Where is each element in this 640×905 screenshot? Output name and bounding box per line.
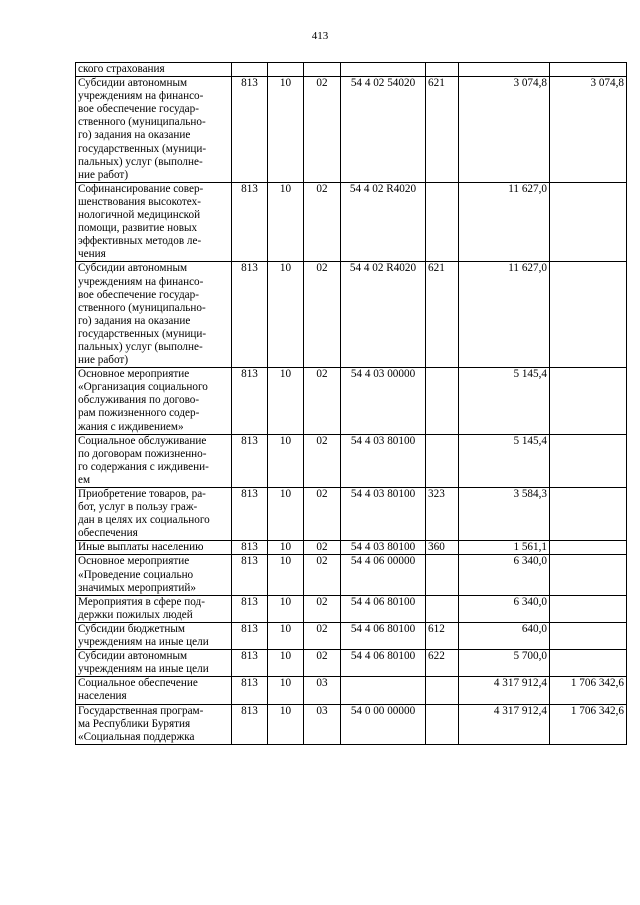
- amount-total-cell: 6 340,0: [459, 555, 550, 595]
- expense-name-line: обслуживания по догово-: [78, 394, 200, 407]
- expense-type-code-cell: [426, 555, 459, 595]
- expense-name-line: эффективных методов ле-: [78, 235, 202, 248]
- ministry-code-cell: 813: [232, 704, 268, 744]
- expense-name-line: населения: [78, 690, 127, 703]
- expense-type-code-cell: [426, 63, 459, 77]
- expense-name-line: ского страхования: [78, 63, 165, 75]
- amount-total-cell: 11 627,0: [459, 262, 550, 368]
- target-item-code-cell: 54 4 06 80100: [341, 622, 426, 649]
- amount-total-cell: 11 627,0: [459, 182, 550, 262]
- amount-federal-cell: [550, 488, 627, 541]
- subsection-code-cell: 02: [304, 555, 341, 595]
- table-row: [76, 434, 627, 487]
- amount-federal-cell: [550, 63, 627, 77]
- amount-federal-cell: [550, 555, 627, 595]
- ministry-code-cell: 813: [232, 368, 268, 434]
- expense-name-line: ние работ): [78, 168, 129, 181]
- expense-name-line: вое обеспечение государ-: [78, 288, 199, 301]
- amount-total-cell: 3 584,3: [459, 488, 550, 541]
- amount-federal-cell: [550, 262, 627, 368]
- expense-name-line: учреждениям на финансо-: [78, 275, 204, 288]
- subsection-code-cell: 02: [304, 77, 341, 183]
- section-code-cell: 10: [268, 704, 304, 744]
- expense-name-line: вое обеспечение государ-: [78, 103, 199, 116]
- table-row: [76, 368, 627, 434]
- table-row: [76, 488, 627, 541]
- section-code-cell: 10: [268, 650, 304, 677]
- expense-name-line: значимых мероприятий»: [78, 581, 196, 594]
- expense-name-line: Субсидии автономным: [78, 77, 188, 90]
- expense-name-line: Субсидии бюджетным: [78, 622, 185, 635]
- table-row: [76, 63, 627, 77]
- section-code-cell: 10: [268, 488, 304, 541]
- expense-name-cell: [76, 704, 232, 744]
- expense-name-line: учреждениям на финансо-: [78, 90, 204, 103]
- expense-name-line: держки пожилых людей: [78, 608, 193, 621]
- table-row: [76, 622, 627, 649]
- expense-type-code-cell: [426, 434, 459, 487]
- amount-federal-cell: 3 074,8: [550, 77, 627, 183]
- section-code-cell: 10: [268, 262, 304, 368]
- amount-total-cell: 4 317 912,4: [459, 677, 550, 704]
- expense-type-code-cell: [426, 595, 459, 622]
- expense-name-cell: [76, 77, 232, 183]
- target-item-code-cell: 54 4 03 00000: [341, 368, 426, 434]
- subsection-code-cell: [304, 63, 341, 77]
- expense-name-line: го) задания на оказание: [78, 129, 191, 142]
- table-row: [76, 541, 627, 555]
- amount-total-cell: 1 561,1: [459, 541, 550, 555]
- subsection-code-cell: 03: [304, 704, 341, 744]
- expense-name-line: «Проведение социально: [78, 568, 194, 581]
- expense-name-line: рам пожизненного содер-: [78, 407, 200, 420]
- expense-name-cell: [76, 262, 232, 368]
- expense-type-code-cell: [426, 704, 459, 744]
- expense-type-code-cell: [426, 677, 459, 704]
- table-row: [76, 650, 627, 677]
- expense-type-code-cell: 622: [426, 650, 459, 677]
- expense-name-line: Субсидии автономным: [78, 650, 188, 663]
- amount-total-cell: 5 700,0: [459, 650, 550, 677]
- expense-name-line: ственного (муниципально-: [78, 301, 206, 314]
- amount-federal-cell: [550, 595, 627, 622]
- ministry-code-cell: 813: [232, 650, 268, 677]
- section-code-cell: 10: [268, 434, 304, 487]
- ministry-code-cell: [232, 63, 268, 77]
- expense-name-line: Социальное обслуживание: [78, 434, 207, 447]
- expense-name-cell: [76, 541, 232, 555]
- expense-name-line: шенствования высокотех-: [78, 195, 201, 208]
- page-number: 413: [311, 30, 329, 42]
- target-item-code-cell: 54 4 02 54020: [341, 77, 426, 183]
- expense-name-cell: [76, 434, 232, 487]
- expense-name-line: ем: [78, 473, 91, 486]
- table-row: [76, 182, 627, 262]
- ministry-code-cell: 813: [232, 434, 268, 487]
- expense-name-line: Приобретение товаров, ра-: [78, 488, 206, 500]
- subsection-code-cell: 02: [304, 650, 341, 677]
- expense-name-line: государственных (муници-: [78, 142, 207, 155]
- expense-name-line: дан в целях их социального: [78, 514, 210, 527]
- table-row: [76, 677, 627, 704]
- amount-total-cell: 6 340,0: [459, 595, 550, 622]
- subsection-code-cell: 02: [304, 182, 341, 262]
- table-row: [76, 262, 627, 368]
- expense-name-line: го) задания на оказание: [78, 314, 191, 327]
- expense-name-line: Иные выплаты населению: [78, 541, 204, 554]
- amount-federal-cell: [550, 182, 627, 262]
- expense-name-line: «Социальная поддержка: [78, 730, 195, 743]
- expense-name-line: жания с иждивением»: [78, 420, 184, 433]
- ministry-code-cell: 813: [232, 182, 268, 262]
- table-row: [76, 555, 627, 595]
- expense-name-line: Субсидии автономным: [78, 262, 188, 275]
- expense-name-line: пальных) услуг (выполне-: [78, 155, 203, 168]
- expense-name-line: Государственная програм-: [78, 704, 204, 717]
- table-row: [76, 704, 627, 744]
- section-code-cell: 10: [268, 77, 304, 183]
- target-item-code-cell: 54 4 02 R4020: [341, 182, 426, 262]
- expense-type-code-cell: [426, 182, 459, 262]
- expense-type-code-cell: 621: [426, 77, 459, 183]
- ministry-code-cell: 813: [232, 541, 268, 555]
- amount-federal-cell: [550, 434, 627, 487]
- budget-table-body: [76, 63, 627, 745]
- section-code-cell: 10: [268, 595, 304, 622]
- target-item-code-cell: [341, 63, 426, 77]
- section-code-cell: 10: [268, 541, 304, 555]
- expense-name-cell: [76, 650, 232, 677]
- expense-name-line: помощи, развитие новых: [78, 222, 198, 235]
- budget-table: [75, 62, 627, 745]
- ministry-code-cell: 813: [232, 488, 268, 541]
- ministry-code-cell: 813: [232, 77, 268, 183]
- expense-type-code-cell: 323: [426, 488, 459, 541]
- expense-type-code-cell: 612: [426, 622, 459, 649]
- ministry-code-cell: 813: [232, 262, 268, 368]
- expense-name-line: учреждениям на иные цели: [78, 636, 209, 649]
- amount-federal-cell: [550, 541, 627, 555]
- amount-federal-cell: [550, 368, 627, 434]
- target-item-code-cell: 54 4 02 R4020: [341, 262, 426, 368]
- expense-name-line: обеспечения: [78, 527, 138, 540]
- expense-type-code-cell: 360: [426, 541, 459, 555]
- section-code-cell: 10: [268, 555, 304, 595]
- subsection-code-cell: 02: [304, 622, 341, 649]
- expense-name-cell: [76, 368, 232, 434]
- target-item-code-cell: 54 4 06 00000: [341, 555, 426, 595]
- amount-total-cell: 3 074,8: [459, 77, 550, 183]
- target-item-code-cell: 54 4 06 80100: [341, 595, 426, 622]
- expense-name-line: Основное мероприятие: [78, 555, 190, 568]
- amount-federal-cell: [550, 650, 627, 677]
- expense-name-line: чения: [78, 248, 106, 261]
- target-item-code-cell: 54 4 06 80100: [341, 650, 426, 677]
- section-code-cell: [268, 63, 304, 77]
- section-code-cell: 10: [268, 368, 304, 434]
- subsection-code-cell: 02: [304, 262, 341, 368]
- expense-name-line: Софинансирование совер-: [78, 182, 204, 195]
- target-item-code-cell: 54 4 03 80100: [341, 434, 426, 487]
- expense-name-line: государственных (муници-: [78, 327, 207, 340]
- expense-name-cell: [76, 622, 232, 649]
- expense-name-cell: [76, 488, 232, 541]
- expense-name-line: го содержания с иждивени-: [78, 460, 209, 473]
- expense-name-cell: [76, 63, 232, 77]
- target-item-code-cell: 54 0 00 00000: [341, 704, 426, 744]
- ministry-code-cell: 813: [232, 677, 268, 704]
- expense-name-cell: [76, 595, 232, 622]
- amount-total-cell: 4 317 912,4: [459, 704, 550, 744]
- subsection-code-cell: 02: [304, 488, 341, 541]
- expense-name-line: пальных) услуг (выполне-: [78, 340, 203, 353]
- expense-name-line: Социальное обеспечение: [78, 677, 198, 690]
- target-item-code-cell: [341, 677, 426, 704]
- amount-total-cell: 5 145,4: [459, 434, 550, 487]
- expense-name-line: по договорам пожизненно-: [78, 447, 207, 460]
- subsection-code-cell: 02: [304, 541, 341, 555]
- expense-name-line: нологичной медицинской: [78, 209, 201, 222]
- target-item-code-cell: 54 4 03 80100: [341, 488, 426, 541]
- table-row: [76, 77, 627, 183]
- ministry-code-cell: 813: [232, 595, 268, 622]
- expense-name-line: Мероприятия в сфере под-: [78, 595, 205, 608]
- section-code-cell: 10: [268, 622, 304, 649]
- expense-type-code-cell: [426, 368, 459, 434]
- expense-name-cell: [76, 555, 232, 595]
- expense-name-line: бот, услуг в пользу граж-: [78, 501, 198, 514]
- ministry-code-cell: 813: [232, 555, 268, 595]
- expense-name-line: ственного (муниципально-: [78, 116, 206, 129]
- subsection-code-cell: 03: [304, 677, 341, 704]
- amount-federal-cell: [550, 622, 627, 649]
- amount-federal-cell: 1 706 342,6: [550, 704, 627, 744]
- expense-name-cell: [76, 677, 232, 704]
- expense-name-line: ние работ): [78, 354, 129, 367]
- expense-name-line: «Организация социального: [78, 381, 208, 394]
- section-code-cell: 10: [268, 182, 304, 262]
- subsection-code-cell: 02: [304, 434, 341, 487]
- amount-federal-cell: 1 706 342,6: [550, 677, 627, 704]
- expense-name-line: учреждениям на иные цели: [78, 663, 209, 676]
- expense-type-code-cell: 621: [426, 262, 459, 368]
- amount-total-cell: [459, 63, 550, 77]
- expense-name-line: Основное мероприятие: [78, 368, 190, 381]
- expense-name-line: ма Республики Бурятия: [78, 717, 191, 730]
- section-code-cell: 10: [268, 677, 304, 704]
- amount-total-cell: 5 145,4: [459, 368, 550, 434]
- table-row: [76, 595, 627, 622]
- amount-total-cell: 640,0: [459, 622, 550, 649]
- ministry-code-cell: 813: [232, 622, 268, 649]
- subsection-code-cell: 02: [304, 368, 341, 434]
- target-item-code-cell: 54 4 03 80100: [341, 541, 426, 555]
- subsection-code-cell: 02: [304, 595, 341, 622]
- expense-name-cell: [76, 182, 232, 262]
